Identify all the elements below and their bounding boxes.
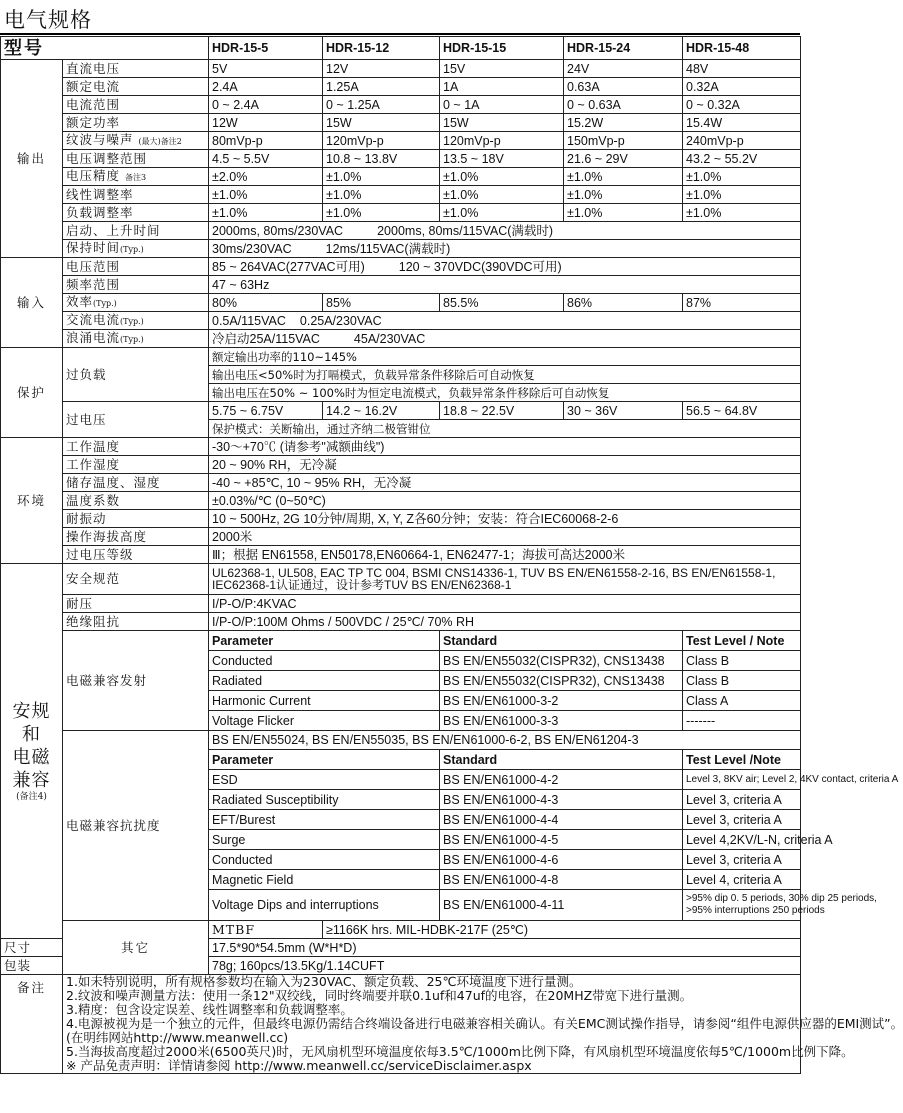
note-line: 5.当海拔高度超过2000米(6500英尺)时，无风扇机型环境温度依每3.5℃/1000m比例下降，有风扇机型环境温度依每5℃/1000m比例下降。 [66, 1044, 854, 1059]
cell-value: 48V [683, 60, 801, 78]
cell-value: 15V [440, 60, 564, 78]
row-label-main: 浪涌电流 [66, 329, 121, 345]
emc-standard: BS EN/EN61000-3-2 [440, 691, 683, 711]
model-name: HDR-15-24 [564, 37, 683, 60]
cell-value: ±2.0% [209, 168, 323, 186]
cell-value: 17.5*90*54.5mm (W*H*D) [209, 939, 801, 957]
model-header-row [1, 37, 801, 60]
cell-value: 30 ~ 36V [564, 402, 683, 420]
voltage-range-dc: 120 ~ 370VDC(390VDC可用) [398, 259, 562, 274]
emc-immunity-standards: BS EN/EN55024, BS EN/EN55035, BS EN/EN61000-6-2, BS EN/EN61204-3 [209, 731, 801, 750]
environment-row [1, 492, 801, 510]
emc-level: Class B [683, 671, 801, 691]
cell-value: 0 ~ 2.4A [209, 96, 323, 114]
notes-row [1, 975, 801, 1074]
cell-value: 0 ~ 0.32A [683, 96, 801, 114]
cell-value: ±1.0% [209, 186, 323, 204]
cell-value: ±1.0% [683, 186, 801, 204]
row-label: 电磁兼容抗扰度 [63, 731, 209, 921]
inrush-115: 冷启动25A/115VAC [212, 331, 320, 346]
emc-standard: BS EN/EN61000-4-6 [440, 850, 683, 870]
emc-standard: BS EN/EN61000-4-3 [440, 790, 683, 810]
input-row [1, 312, 801, 330]
row-label: 温度系数 [63, 492, 209, 510]
row-label: 频率范围 [63, 276, 209, 294]
emc-level: Level 3, criteria A [683, 850, 801, 870]
cell-value: 15W [323, 114, 440, 132]
row-label-sub: (Typ.) [93, 298, 117, 308]
emc-parameter: Harmonic Current [209, 691, 440, 711]
cell-value: -30～+70℃ (请参考"减额曲线") [209, 438, 801, 456]
category-output: 输出 [1, 60, 63, 258]
overload-line: 额定输出功率的110~145% [209, 348, 801, 366]
note-line: ※ 产品免责声明：详情请参阅 http://www.meanwell.cc/serviceDisclaimer.aspx [66, 1058, 532, 1073]
emc-parameter: ESD [209, 770, 440, 790]
row-label-sub: (最大)备注2 [138, 136, 182, 146]
row-label: 安全规范 [63, 564, 209, 595]
cell-value: ±1.0% [209, 204, 323, 222]
emc-standard: BS EN/EN61000-4-2 [440, 770, 683, 790]
row-label-sub: (Typ.) [120, 316, 144, 326]
cell-value: 0 ~ 1A [440, 96, 564, 114]
row-label-sub: (Typ.) [120, 244, 144, 254]
emc-parameter: Conducted [209, 651, 440, 671]
cell-value: ±0.03%/℃ (0~50℃) [209, 492, 801, 510]
row-label: 电压范围 [63, 258, 209, 276]
cell-value: 0 ~ 1.25A [323, 96, 440, 114]
dips-note: >95% dip 0. 5 periods, 30% dip 25 periods, [686, 893, 877, 904]
emc-level: ------- [683, 711, 801, 731]
category-note: (备注4) [16, 792, 47, 802]
output-row [1, 78, 801, 96]
note-line: (在明纬网站http://www.meanwell.cc) [66, 1030, 289, 1045]
input-row [1, 330, 801, 348]
cell-value: I/P-O/P:100M Ohms / 500VDC / 25℃/ 70% RH [209, 613, 801, 631]
cell-value [209, 564, 801, 595]
row-label: 直流电压 [63, 60, 209, 78]
row-label: 启动、上升时间 [63, 222, 209, 240]
row-label [63, 330, 209, 348]
row-label: 电流范围 [63, 96, 209, 114]
cell-value [209, 258, 801, 276]
output-row [1, 186, 801, 204]
holdup-value-b: 12ms/115VAC(满载时) [325, 241, 451, 256]
input-row [1, 258, 801, 276]
category-safety-emc [1, 564, 63, 939]
cell-value [209, 240, 801, 258]
cell-value: 120mVp-p [440, 132, 564, 150]
row-label-sub: (Typ.) [120, 334, 144, 344]
row-label-main: 效率 [66, 293, 94, 309]
emc-level: Level 3, 8KV air; Level 2, 4KV contact, criteria A [683, 770, 801, 790]
cell-value: I/P-O/P:4KVAC [209, 595, 801, 613]
cell-value: 0.32A [683, 78, 801, 96]
environment-row [1, 456, 801, 474]
output-row [1, 60, 801, 78]
cell-value: 14.2 ~ 16.2V [323, 402, 440, 420]
emc-level: Class B [683, 651, 801, 671]
emc-level: Level 4, criteria A [683, 870, 801, 890]
cell-value: 240mVp-p [683, 132, 801, 150]
protection-row [1, 402, 801, 420]
cell-value [209, 330, 801, 348]
ac-current-115: 0.5A/115VAC [212, 313, 286, 328]
output-holdup-row [1, 240, 801, 258]
emc-level: Level 3, criteria A [683, 790, 801, 810]
cell-value: ±1.0% [323, 168, 440, 186]
row-label: 额定电流 [63, 78, 209, 96]
emc-parameter: Voltage Dips and interruptions [209, 890, 440, 921]
cell-value: 0 ~ 0.63A [564, 96, 683, 114]
row-label: 工作温度 [63, 438, 209, 456]
output-row [1, 168, 801, 186]
emc-standard: BS EN/EN61000-4-8 [440, 870, 683, 890]
row-label: 包装 [1, 957, 63, 975]
ac-current-230: 0.25A/230VAC [299, 313, 382, 328]
emc-level: Level 4,2KV/L-N, criteria A [683, 830, 801, 850]
cell-value: 85% [323, 294, 440, 312]
category-notes: 备注 [1, 975, 63, 1074]
cell-value: 12V [323, 60, 440, 78]
row-label-main: 交流电流 [66, 311, 121, 327]
emc-emission-header [1, 631, 801, 651]
cell-value: 120mVp-p [323, 132, 440, 150]
emc-parameter: Magnetic Field [209, 870, 440, 890]
cell-value: ±1.0% [683, 204, 801, 222]
protection-row [1, 348, 801, 366]
category-protection: 保护 [1, 348, 63, 438]
row-label: 负载调整率 [63, 204, 209, 222]
emc-header: Standard [440, 750, 683, 770]
row-label [63, 240, 209, 258]
environment-row [1, 510, 801, 528]
safety-row [1, 613, 801, 631]
environment-row [1, 528, 801, 546]
cell-value: -40 ~ +85℃, 10 ~ 95% RH，无冷凝 [209, 474, 801, 492]
category-line: 兼容 [12, 770, 51, 791]
row-label [63, 132, 209, 150]
row-label: 过负载 [63, 348, 209, 402]
cell-value: 150mVp-p [564, 132, 683, 150]
inrush-230: 45A/230VAC [353, 331, 426, 346]
emc-standard: BS EN/EN55032(CISPR32), CNS13438 [440, 651, 683, 671]
cell-value: ≥1166K hrs. MIL-HDBK-217F (25℃) [323, 921, 801, 939]
cell-value: ±1.0% [323, 204, 440, 222]
cell-value: 15.4W [683, 114, 801, 132]
overvoltage-mode: 保护模式：关断输出，通过齐纳二极管钳位 [209, 420, 801, 438]
overload-line: 输出电压在50% ~ 100%时为恒定电流模式，负载异常条件移除后可自动恢复 [209, 384, 801, 402]
emc-parameter: Radiated Susceptibility [209, 790, 440, 810]
cell-value: Ⅲ；根据 EN61558, EN50178,EN60664-1, EN62477-1；海拔可高达2000米 [209, 546, 801, 564]
environment-row [1, 546, 801, 564]
row-label: 过电压 [63, 402, 209, 438]
note-line: 1.如未特别说明，所有规格参数均在输入为230VAC、额定负载、25℃环境温度下进行量测。 [66, 974, 582, 989]
row-label: 绝缘阻抗 [63, 613, 209, 631]
cell-value: ±1.0% [440, 204, 564, 222]
cell-value: ±1.0% [440, 186, 564, 204]
output-row [1, 132, 801, 150]
emc-header: Parameter [209, 750, 440, 770]
others-row [1, 921, 801, 939]
voltage-range-ac: 85 ~ 264VAC(277VAC可用) [212, 259, 365, 274]
cell-value: ±1.0% [323, 186, 440, 204]
emc-standard: BS EN/EN61000-4-11 [440, 890, 683, 921]
category-input: 输入 [1, 258, 63, 348]
category-line: 安规和 [12, 701, 51, 745]
cell-value: ±1.0% [683, 168, 801, 186]
cell-value: 56.5 ~ 64.8V [683, 402, 801, 420]
environment-row [1, 474, 801, 492]
cell-value: 87% [683, 294, 801, 312]
emc-level [683, 890, 877, 921]
output-row [1, 150, 801, 168]
cell-value: 2000米 [209, 528, 801, 546]
cell-value: 15W [440, 114, 564, 132]
overload-line: 输出电压<50%时为打嗝模式，负载异常条件移除后可自动恢复 [209, 366, 801, 384]
holdup-value-a: 30ms/230VAC [212, 241, 292, 256]
environment-row [1, 438, 801, 456]
cell-value [209, 312, 801, 330]
standards-line: IEC62368-1认证通过，设计参考TUV BS EN/EN62368-1 [212, 578, 512, 592]
output-startup-row [1, 222, 801, 240]
row-label-main: 纹波与噪声 [66, 131, 134, 147]
emc-parameter: Radiated [209, 671, 440, 691]
output-row [1, 204, 801, 222]
output-row [1, 114, 801, 132]
output-row [1, 96, 801, 114]
emc-standard: BS EN/EN55032(CISPR32), CNS13438 [440, 671, 683, 691]
cell-value: 80% [209, 294, 323, 312]
emc-header: Parameter [209, 631, 440, 651]
input-row [1, 294, 801, 312]
emc-immunity-general [1, 731, 801, 750]
emc-header: Standard [440, 631, 683, 651]
emc-standard: BS EN/EN61000-4-4 [440, 810, 683, 830]
cell-value: 2.4A [209, 78, 323, 96]
cell-value: 18.8 ~ 22.5V [440, 402, 564, 420]
row-label-main: 电压精度 [66, 167, 121, 183]
notes-block [63, 974, 903, 1074]
model-label: 型号 [1, 37, 209, 60]
cell-value: 5.75 ~ 6.75V [209, 402, 323, 420]
cell-value: 24V [564, 60, 683, 78]
row-label: 耐振动 [63, 510, 209, 528]
cell-value: 10.8 ~ 13.8V [323, 150, 440, 168]
model-name: HDR-15-15 [440, 37, 564, 60]
cell-value: 43.2 ~ 55.2V [683, 150, 801, 168]
cell-value: 1.25A [323, 78, 440, 96]
emc-standard: BS EN/EN61000-3-3 [440, 711, 683, 731]
row-label: 工作湿度 [63, 456, 209, 474]
emc-parameter: Surge [209, 830, 440, 850]
standards-line: UL62368-1, UL508, EAC TP TC 004, BSMI CNS14336-1, TUV BS EN/EN61558-2-16, BS EN/EN61558-1, [212, 566, 776, 580]
emc-header: Test Level / Note [683, 631, 801, 651]
row-label: 额定功率 [63, 114, 209, 132]
cell-value: 10 ~ 500Hz, 2G 10分钟/周期, X, Y, Z各60分钟；安装：符合IEC60068-2-6 [209, 510, 801, 528]
row-label-sub: 备注3 [125, 172, 147, 182]
row-label: 线性调整率 [63, 186, 209, 204]
model-name: HDR-15-5 [209, 37, 323, 60]
cell-value: 4.5 ~ 5.5V [209, 150, 323, 168]
title-rule [0, 33, 800, 35]
cell-value: 47 ~ 63Hz [209, 276, 801, 294]
model-name: HDR-15-48 [683, 37, 801, 60]
dips-note: >95% interruptions 250 periods [686, 905, 825, 916]
row-label [63, 312, 209, 330]
main-spec-table [0, 36, 903, 1074]
safety-row [1, 564, 801, 595]
startup-value-b: 2000ms, 80ms/115VAC(满载时) [377, 223, 554, 238]
cell-value: 80mVp-p [209, 132, 323, 150]
row-label: 操作海拔高度 [63, 528, 209, 546]
startup-value-a: 2000ms, 80ms/230VAC [212, 223, 344, 238]
cell-value: 15.2W [564, 114, 683, 132]
cell-value: 86% [564, 294, 683, 312]
note-line: 3.精度：包含设定误差、线性调整率和负载调整率。 [66, 1002, 353, 1017]
input-row [1, 276, 801, 294]
emc-level: Class A [683, 691, 801, 711]
note-line: 4.电源被视为是一个独立的元件，但最终电源仍需结合终端设备进行电磁兼容相关确认。有关EMC测试操作指导，请参阅“组件电源供应器的EMI测试”。 [66, 1016, 903, 1031]
row-label: MTBF [209, 921, 323, 939]
category-environment: 环境 [1, 438, 63, 564]
emc-standard: BS EN/EN61000-4-5 [440, 830, 683, 850]
cell-value: ±1.0% [564, 168, 683, 186]
row-label: 尺寸 [1, 939, 63, 957]
category-line: 电磁 [12, 747, 51, 768]
row-label-main: 保持时间 [66, 239, 121, 255]
row-label: 储存温度、湿度 [63, 474, 209, 492]
note-line: 2.纹波和噪声测量方法：使用一条12"双绞线，同时终端要并联0.1uf和47uf的电容，在20MHZ带宽下进行量测。 [66, 988, 693, 1003]
model-name: HDR-15-12 [323, 37, 440, 60]
cell-value: 13.5 ~ 18V [440, 150, 564, 168]
page-title: 电气规格 [4, 8, 92, 32]
emc-parameter: Conducted [209, 850, 440, 870]
emc-parameter: EFT/Burest [209, 810, 440, 830]
cell-value: 85.5% [440, 294, 564, 312]
row-label: 过电压等级 [63, 546, 209, 564]
row-label: 电压调整范围 [63, 150, 209, 168]
emc-level: Level 3, criteria A [683, 810, 801, 830]
cell-value: 21.6 ~ 29V [564, 150, 683, 168]
cell-value: 0.63A [564, 78, 683, 96]
row-label [63, 168, 209, 186]
category-others: 其它 [63, 921, 209, 975]
row-label: 电磁兼容发射 [63, 631, 209, 731]
row-label: 耐压 [63, 595, 209, 613]
cell-value: 5V [209, 60, 323, 78]
cell-value: 78g; 160pcs/13.5Kg/1.14CUFT [209, 957, 801, 975]
cell-value: 12W [209, 114, 323, 132]
cell-value: 20 ~ 90% RH，无冷凝 [209, 456, 801, 474]
row-label [63, 294, 209, 312]
cell-value: ±1.0% [440, 168, 564, 186]
cell-value: ±1.0% [564, 204, 683, 222]
emc-header: Test Level /Note [683, 750, 801, 770]
cell-value [209, 222, 801, 240]
cell-value: 1A [440, 78, 564, 96]
safety-row [1, 595, 801, 613]
cell-value: ±1.0% [564, 186, 683, 204]
emc-parameter: Voltage Flicker [209, 711, 440, 731]
